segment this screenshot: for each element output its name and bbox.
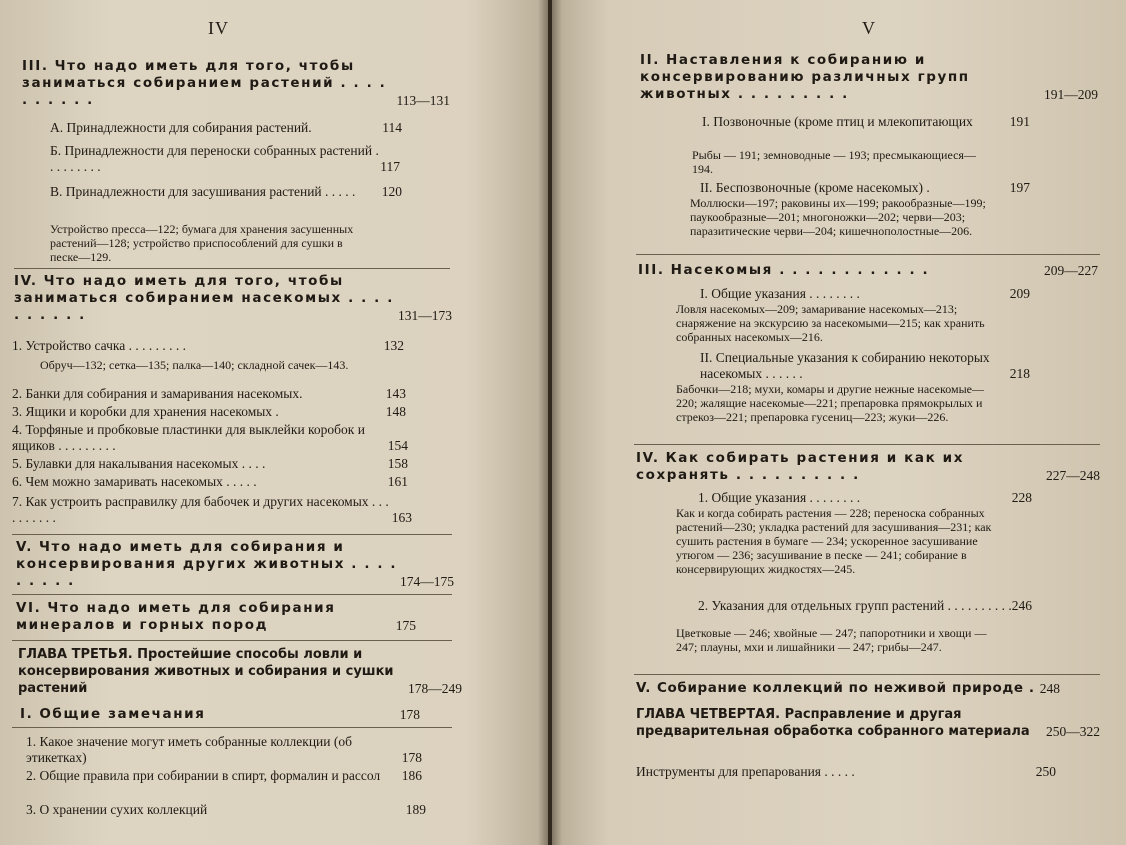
toc-entry: VI. Что надо иметь для собирания минералов и горных пород 175 — [16, 600, 416, 633]
toc-entry: IV. Как собирать растения и как их сохранять . . . . . . . . . . 227—248 — [636, 450, 1100, 483]
toc-entry: 1. Общие указания . . . . . . . . 228 — [698, 490, 1032, 505]
toc-entry: 7. Как устроить расправилку для бабочек и других насекомых . . . . . . . . . . 163 — [12, 494, 412, 525]
toc-entry: А. Принадлежности для собирания растений. 114 — [50, 120, 402, 135]
page-number: IV — [208, 18, 229, 38]
toc-entry: II. Наставления к собиранию и консервированию различных групп животных . . . . . . . . . 191—209 — [640, 52, 1098, 102]
toc-subentry: Цветковые — 246; хвойные — 247; папоротники и хвощи — 247; плауны, мхи и лишайники — 247; грибы—247. — [676, 626, 987, 654]
left-page — [0, 0, 548, 845]
toc-entry: Б. Принадлежности для переноски собранных растений . . . . . . . . . 117 — [50, 143, 400, 174]
page-number: V — [862, 18, 876, 38]
toc-subentry: Моллюски—197; раковины их—199; ракообразные—199; паукообразные—201; многоножки—202; черви—203; паразитические черви—204; кишечнополостные—206. — [690, 196, 986, 238]
toc-subentry: Обруч—132; сетка—135; палка—140; складной сачек—143. — [40, 358, 349, 372]
divider — [12, 534, 452, 535]
toc-entry: Инструменты для препарования . . . . . 250 — [636, 764, 1056, 779]
toc-subentry: Рыбы — 191; земноводные — 193; пресмыкающиеся—194. — [692, 148, 976, 176]
toc-entry: IV. Что надо иметь для того, чтобы заниматься собиранием насекомых . . . . . . . . . . 131—173 — [14, 273, 452, 323]
divider — [636, 254, 1100, 255]
chapter-heading: ГЛАВА ЧЕТВЕРТАЯ. Расправление и другая предварительная обработка собранного материала 250—322 — [636, 707, 1100, 739]
toc-entry: 1. Устройство сачка . . . . . . . . . 132 — [12, 338, 404, 353]
toc-entry: I. Позвоночные (кроме птиц и млекопитающих 191 — [702, 114, 1030, 129]
toc-entry: 2. Общие правила при собирании в спирт, формалин и рассол 186 — [26, 768, 422, 783]
chapter-heading: ГЛАВА ТРЕТЬЯ. Простейшие способы ловли и консервирования животных и собирания и сушки растений 178—249 — [18, 647, 462, 696]
toc-entry: II. Беспозвоночные (кроме насекомых) . 197 — [700, 180, 1030, 195]
divider — [634, 674, 1100, 675]
toc-entry: II. Специальные указания к собиранию некоторых насекомых . . . . . . 218 — [700, 350, 1030, 381]
toc-entry: 2. Указания для отдельных групп растений . . . . . . . . . . 246 — [698, 598, 1032, 613]
toc-entry: 3. Ящики и коробки для хранения насекомых . 148 — [12, 404, 406, 419]
toc-subentry: Бабочки—218; мухи, комары и другие нежные насекомые—220; жалящие насекомые—221; препаровка прямокрылых и стрекоз—221; препаровка гусениц—223; жуки—226. — [676, 382, 984, 424]
right-page — [552, 0, 1126, 845]
toc-entry: 4. Торфяные и пробковые пластинки для выклейки коробок и ящиков . . . . . . . . . 154 — [12, 422, 408, 453]
toc-subentry: Устройство пресса—122; бумага для хранения засушенных растений—128; устройство приспособлений для сушки в песке—129. — [50, 222, 354, 264]
toc-entry: 3. О хранении сухих коллекций 189 — [26, 802, 426, 817]
divider — [12, 727, 452, 728]
toc-subentry: Как и когда собирать растения — 228; переноска собранных растений—230; укладка растений для засушивания—231; как сушить растения в бумаге — 234; ускоренное засушивание утюгом — 236; засушивание в песке — 241; собирание в консервирующих жидкостях—245. — [676, 506, 992, 576]
divider — [14, 268, 450, 269]
toc-entry: III. Насекомыя . . . . . . . . . . . . 209—227 — [638, 262, 1098, 278]
toc-subentry: Ловля насекомых—209; замаривание насекомых—213; снаряжение на экскурсию за насекомыми—215; как хранить собранных насекомых—216. — [676, 302, 985, 344]
divider — [12, 640, 452, 641]
toc-entry: I. Общие замечания 178 — [20, 706, 420, 722]
toc-entry: 2. Банки для собирания и замаривания насекомых. 143 — [12, 386, 406, 401]
divider — [634, 444, 1100, 445]
book-gutter — [538, 0, 562, 845]
toc-entry: III. Что надо иметь для того, чтобы заниматься собиранием растений . . . . . . . . . . 113—131 — [22, 58, 450, 108]
toc-entry: I. Общие указания . . . . . . . . 209 — [700, 286, 1030, 301]
divider — [12, 594, 452, 595]
toc-entry: V. Собирание коллекций по неживой природе . 248 — [636, 680, 1060, 696]
toc-entry: 1. Какое значение могут иметь собранные коллекции (об этикетках) 178 — [26, 734, 422, 765]
toc-entry: 6. Чем можно замаривать насекомых . . . . . 161 — [12, 474, 408, 489]
toc-entry: В. Принадлежности для засушивания растений . . . . . 120 — [50, 184, 402, 199]
toc-entry: V. Что надо иметь для собирания и консервирования других животных . . . . . . . . . 174—175 — [16, 539, 454, 589]
toc-entry: 5. Булавки для накалывания насекомых . . . . 158 — [12, 456, 408, 471]
